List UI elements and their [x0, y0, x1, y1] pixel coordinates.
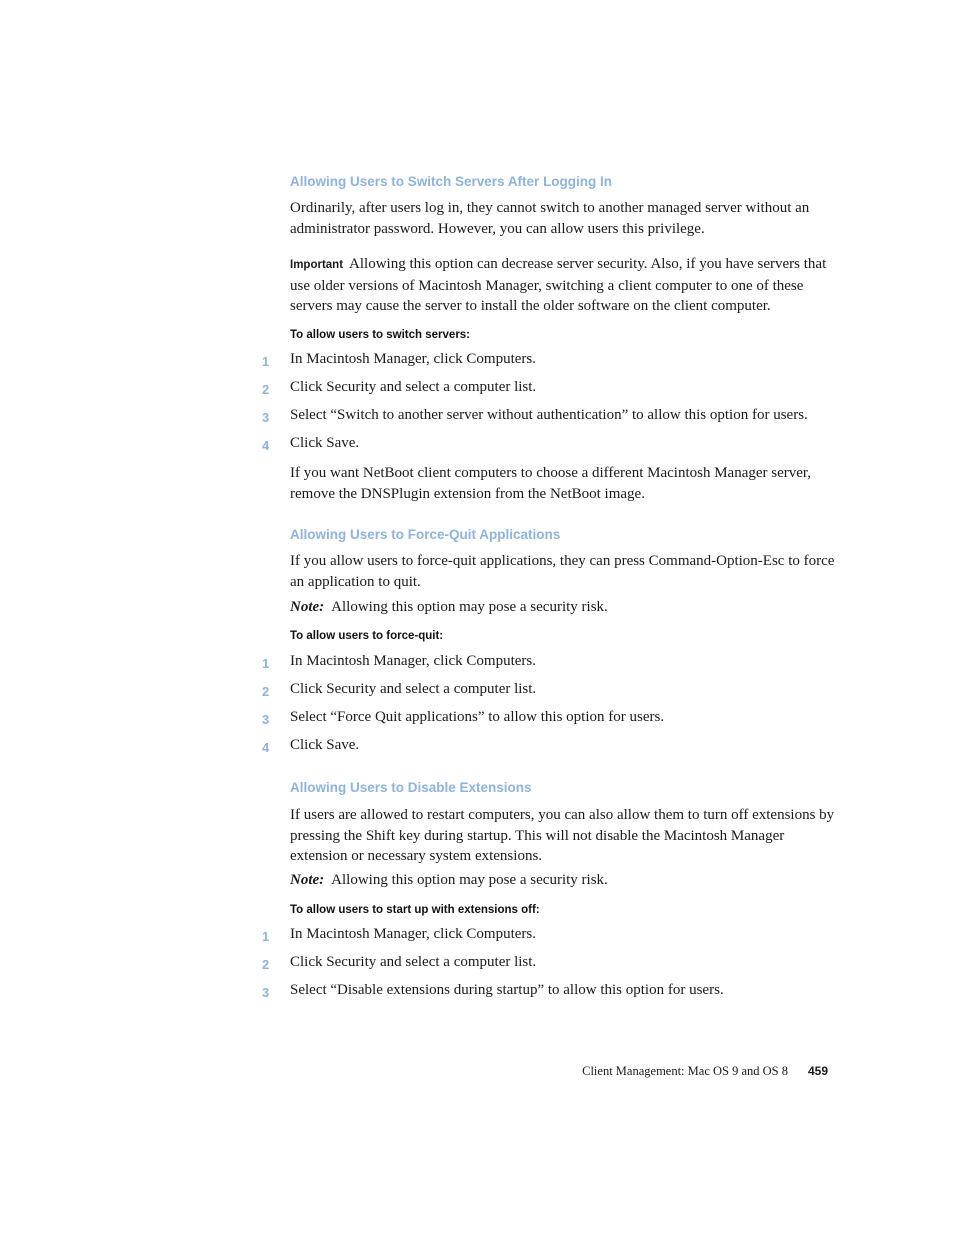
important-label: Important — [290, 259, 344, 271]
note-label: Note: — [290, 872, 325, 888]
step-text: Select “Disable extensions during startup” to allow this option for users. — [290, 982, 724, 998]
important-text: Allowing this option can decrease server security. Also, if you have servers that use older versions of Macintosh Manager, switching a client computer to one of these servers may cause the server to install the older software on the client computer. — [290, 256, 827, 314]
procedure-title-switch-servers: To allow users to switch servers: — [290, 329, 471, 341]
step-text: In Macintosh Manager, click Computers. — [290, 926, 537, 942]
step-text: Click Security and select a computer list. — [290, 681, 537, 697]
step-text: In Macintosh Manager, click Computers. — [290, 351, 537, 367]
step-number: 3 — [262, 712, 270, 727]
step-text: Click Security and select a computer list. — [290, 379, 537, 395]
step-text: Click Save. — [290, 737, 360, 753]
step-text: In Macintosh Manager, click Computers. — [290, 653, 537, 669]
step-text: Click Security and select a computer list. — [290, 954, 537, 970]
footer-chapter-title: Client Management: Mac OS 9 and OS 8 — [582, 1064, 788, 1078]
step-number: 1 — [262, 656, 270, 671]
procedure-title-disable-extensions: To allow users to start up with extensions off: — [290, 904, 540, 916]
note-label: Note: — [290, 599, 325, 615]
intro-paragraph-disable-extensions: If users are allowed to restart computers, you can also allow them to turn off extensions by pressing the Shift key during startup. This will not disable the Macintosh Manager extension or necessary system extensions. — [290, 807, 835, 864]
netboot-paragraph: If you want NetBoot client computers to choose a different Macintosh Manager server, remove the DNSPlugin extension from the NetBoot image. — [290, 465, 812, 502]
step-number: 4 — [262, 438, 270, 453]
step-number: 3 — [262, 985, 270, 1000]
section-heading-switch-servers: Allowing Users to Switch Servers After Logging In — [290, 174, 613, 189]
important-paragraph — [290, 254, 835, 317]
intro-paragraph-force-quit: If you allow users to force-quit applications, they can press Command-Option-Esc to force an application to quit. — [290, 553, 835, 590]
step-number: 2 — [262, 684, 270, 699]
step-number: 4 — [262, 740, 270, 755]
step-text: Select “Force Quit applications” to allow this option for users. — [290, 709, 665, 725]
section-heading-force-quit: Allowing Users to Force-Quit Applications — [290, 527, 561, 542]
procedure-title-force-quit: To allow users to force-quit: — [290, 630, 444, 642]
step-number: 2 — [262, 957, 270, 972]
step-number: 1 — [262, 929, 270, 944]
note-text: Allowing this option may pose a security risk. — [331, 872, 608, 888]
page-number: 459 — [808, 1064, 829, 1078]
step-text: Select “Switch to another server without authentication” to allow this option for users. — [290, 407, 808, 423]
step-text: Click Save. — [290, 435, 360, 451]
step-number: 1 — [262, 354, 270, 369]
note-text: Allowing this option may pose a security risk. — [331, 599, 608, 615]
step-number: 2 — [262, 382, 270, 397]
intro-paragraph-switch-servers: Ordinarily, after users log in, they cannot switch to another managed server without an administrator password. However, you can allow users this privilege. — [290, 200, 810, 237]
step-number: 3 — [262, 410, 270, 425]
section-heading-disable-extensions: Allowing Users to Disable Extensions — [290, 780, 532, 795]
note-paragraph — [290, 870, 835, 891]
note-paragraph — [290, 597, 835, 618]
